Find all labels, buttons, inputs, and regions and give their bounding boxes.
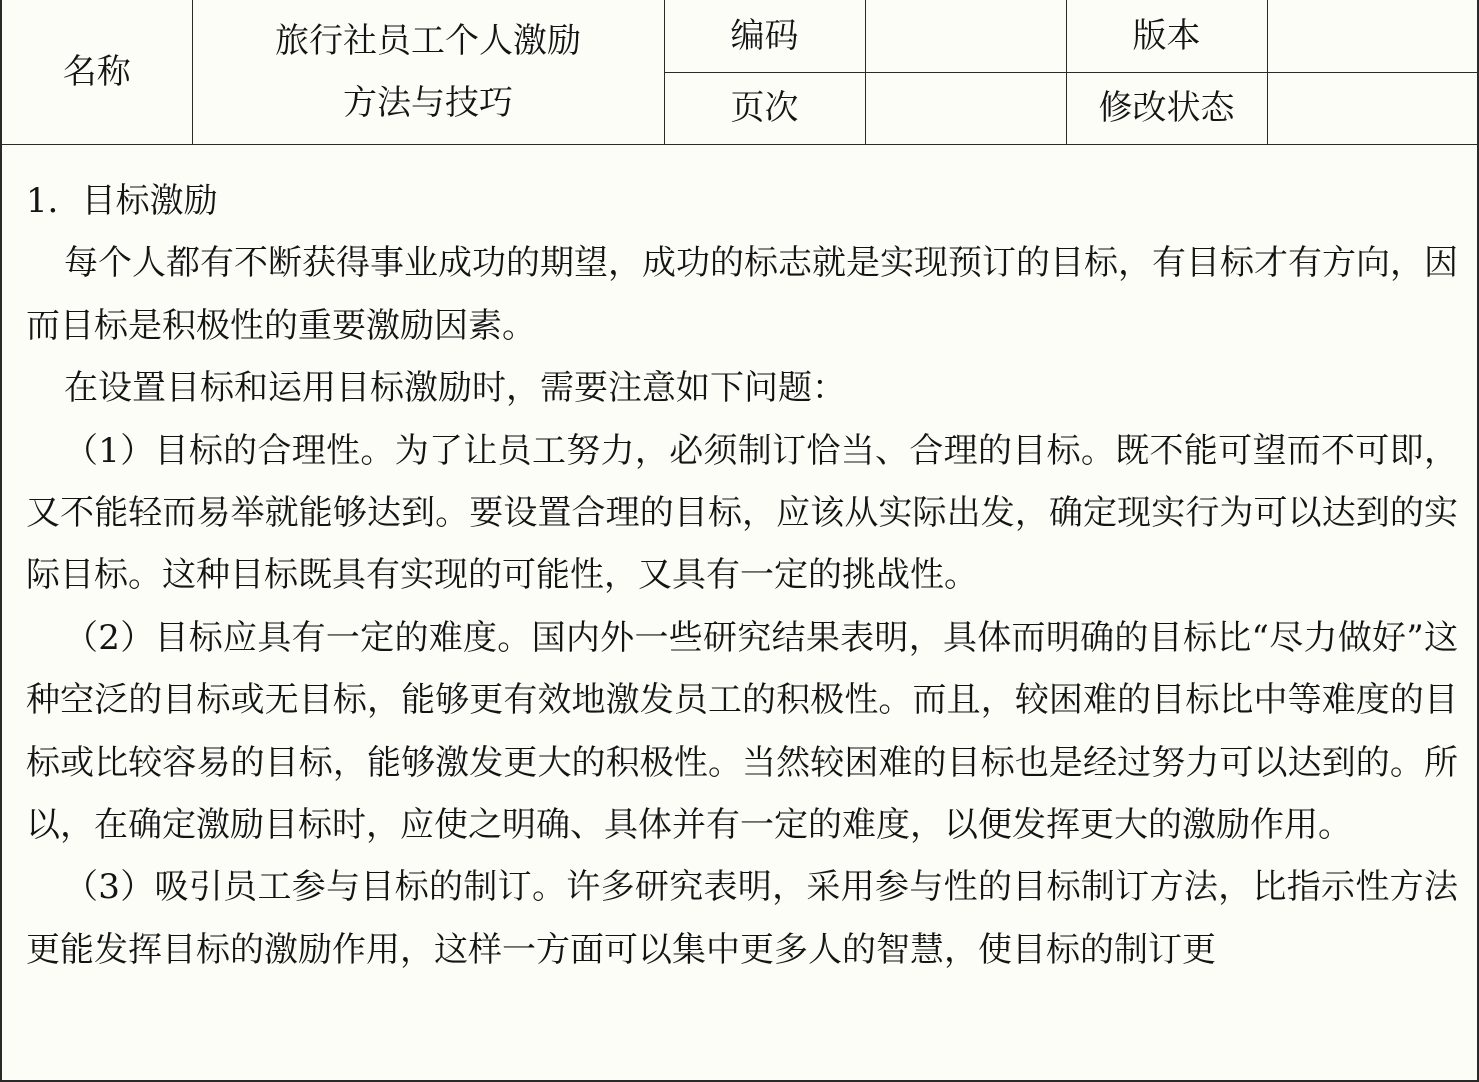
revision-label: 修改状态 xyxy=(1098,88,1235,128)
version-value-cell xyxy=(1267,0,1479,72)
revision-label-cell xyxy=(1066,72,1267,144)
revision-value-cell xyxy=(1267,72,1479,144)
body-paragraph: 每个人都有不断获得事业成功的期望，成功的标志就是实现预订的目标，有目标才有方向，因而目标是积极性的重要激励因素。 xyxy=(26,243,1458,346)
document-title-line-2: 方法与技巧 xyxy=(343,82,513,123)
name-label: 名称 xyxy=(62,51,131,92)
section-heading: 1．目标激励 xyxy=(26,181,218,221)
document-title-cell xyxy=(192,0,664,144)
code-label-cell xyxy=(664,0,865,72)
document-header-table xyxy=(2,0,1479,145)
body-paragraph: （3）吸引员工参与目标的制订。许多研究表明，采用参与性的目标制订方法，比指示性方法更能发挥目标的激励作用，这样一方面可以集中更多人的智慧，使目标的制订更 xyxy=(26,867,1458,970)
document-title-line-1: 旅行社员工个人激励 xyxy=(275,20,581,61)
body-paragraph: （1）目标的合理性。为了让员工努力，必须制订恰当、合理的目标。既不能可望而不可即，又不能轻而易举就能够达到。要设置合理的目标，应该从实际出发，确定现实行为可以达到的实际目标。这种目标既具有实现的可能性，又具有一定的挑战性。 xyxy=(26,430,1458,596)
body-paragraph: （2）目标应具有一定的难度。国内外一些研究结果表明，具体而明确的目标比“尽力做好”这种空泛的目标或无目标，能够更有效地激发员工的积极性。而且，较困难的目标比中等难度的目标或比较容易的目标，能够激发更大的积极性。当然较困难的目标也是经过努力可以达到的。所以，在确定激励目标时，应使之明确、具体并有一定的难度，以便发挥更大的激励作用。 xyxy=(26,617,1458,846)
page-label-cell xyxy=(664,72,865,144)
body-paragraph: 在设置目标和运用目标激励时，需要注意如下问题： xyxy=(64,368,846,409)
page-value-cell xyxy=(865,72,1066,144)
version-label-cell xyxy=(1066,0,1267,72)
page-label: 页次 xyxy=(730,88,799,128)
document-body xyxy=(26,170,1458,981)
name-label-cell xyxy=(2,0,192,144)
code-value-cell xyxy=(865,0,1066,72)
code-label: 编码 xyxy=(730,15,799,56)
version-label: 版本 xyxy=(1132,15,1201,56)
